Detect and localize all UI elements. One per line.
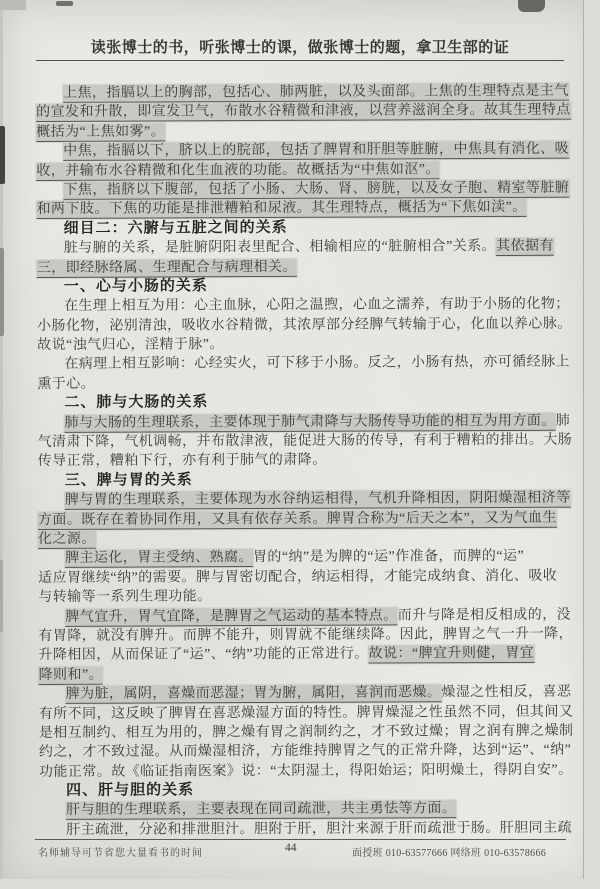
footer-left-text: 名师辅导可节省您大量看书的时间 xyxy=(38,848,203,859)
highlighted-text: 肺与大肠的生理联系，主要体现于肺气肃降与大肠传导功能的相互为用方面。 xyxy=(64,413,556,431)
text-segment: 胃的“纳”是为脾的“运”作准备，而脾的“运” xyxy=(252,549,525,566)
highlighted-text: 脾为脏，属阴，喜燥而恶湿；胃为腑，属阳，喜润而恶燥。 xyxy=(65,685,442,702)
text-segment: 约之，才不致过湿。从而燥湿相济，方能维持脾胃之气的正常升降，达到“运”、“纳” xyxy=(38,742,572,761)
highlighted-text: 的宣发和升散，即宣发卫气，布散水谷精微和津液，以营养滋润全身。故其生理特点 xyxy=(36,103,571,121)
text-line xyxy=(37,198,577,220)
text-line xyxy=(38,431,578,453)
text-line xyxy=(36,101,576,123)
text-line xyxy=(38,547,578,569)
text-line xyxy=(38,625,578,647)
text-line xyxy=(38,566,578,588)
text-line xyxy=(39,722,579,744)
text-segment: 传导正常，糟粕下行，亦有利于肺气的肃降。 xyxy=(37,453,327,470)
text-segment: 燥湿之性相反，喜恶 xyxy=(441,684,572,701)
text-segment: 适应胃继续“纳”的需要。脾与胃密切配合，纳运相得，才能完成纳食、消化、吸收 xyxy=(38,568,558,586)
highlighted-text: 脾与胃的生理联系，主要体现为水谷纳运相得，气机升降相因，阴阳燥湿相济等 xyxy=(64,490,571,509)
section-heading xyxy=(37,392,577,414)
text-line xyxy=(39,683,579,705)
section-heading xyxy=(37,276,577,298)
text-line xyxy=(39,799,579,821)
highlighted-text: 故说：“脾宜升则健，胃宜 xyxy=(368,646,535,662)
footer-rule xyxy=(35,839,566,840)
text-line xyxy=(38,605,578,627)
text-line xyxy=(39,818,579,840)
text-line xyxy=(36,82,576,104)
highlighted-text: 化之源。 xyxy=(37,531,96,547)
scan-edge-artifact xyxy=(583,0,584,889)
text-line xyxy=(38,644,578,666)
scan-edge-artifact xyxy=(0,0,26,10)
section-heading xyxy=(39,780,579,802)
text-line xyxy=(38,586,578,608)
text-line xyxy=(39,702,579,724)
text-line xyxy=(37,334,577,356)
text-segment: 熏于心。 xyxy=(37,376,96,392)
text-segment: 细目二：六腑与五脏之间的关系 xyxy=(63,219,288,237)
text-line xyxy=(37,353,577,375)
scan-edge-artifact xyxy=(56,1,73,6)
section-heading xyxy=(38,469,578,491)
highlighted-text: 降则和”。 xyxy=(38,667,104,683)
text-segment: 三、脾与胃的关系 xyxy=(64,472,193,489)
section-heading xyxy=(37,217,577,239)
text-line xyxy=(37,411,577,433)
text-segment: 功能正常。故《临证指南医案》说：“太阴湿土，得阳始运；阳明燥土，得阴自安”。 xyxy=(38,762,573,780)
text-line xyxy=(37,256,577,278)
scan-edge-artifact xyxy=(0,126,5,184)
text-line xyxy=(37,295,577,317)
highlighted-text: 肝与胆的生理联系，主要表现在同司疏泄，共主勇怯等方面。 xyxy=(66,801,457,819)
text-line xyxy=(36,179,576,201)
scan-edge-artifact xyxy=(0,248,4,336)
highlighted-text: 三，即经脉络属、生理配合与病理相关。 xyxy=(36,259,297,276)
highlighted-text: 方面。既存在着协同作用，又具有依存关系。脾胃合称为“后天之本”，又为气血生 xyxy=(37,510,558,528)
text-line xyxy=(38,528,578,550)
scan-edge-artifact xyxy=(584,0,600,889)
highlighted-text: 脾气宜升，胃气宜降，是脾胃之气运动的基本特点。 xyxy=(65,607,398,625)
highlighted-text: 脾主运化，胃主受纳、熟腐。 xyxy=(65,550,253,567)
footer-contact-text: 面授班 010-63577666 网络班 010-63578666 xyxy=(352,848,547,859)
text-line xyxy=(38,508,578,530)
text-line xyxy=(39,663,579,685)
text-line xyxy=(37,237,577,259)
header-rule xyxy=(36,60,564,61)
text-segment: 一、心与小肠的关系 xyxy=(63,278,208,295)
text-segment: 脏与腑的关系，是脏腑阴阳表里配合、相输相应的“脏腑相合”关系。 xyxy=(63,239,497,257)
scan-edge-artifact xyxy=(0,879,600,889)
text-segment: 四、肝与胆的关系 xyxy=(66,782,195,799)
text-line xyxy=(37,314,577,336)
highlighted-text: 中焦，指膈以下，脐以上的脘部，包括了脾胃和肝胆等脏腑，中焦具有消化、吸 xyxy=(63,141,570,160)
text-segment: 升降相因，从而保证了“运”、“纳”功能的正常进行。 xyxy=(38,646,369,664)
document-body xyxy=(36,82,579,841)
text-line xyxy=(36,120,576,142)
text-segment: 与转输等一系列生理功能。 xyxy=(38,589,212,606)
text-segment: 小肠化物，泌别清浊，吸收水谷精微，其浓厚部分经脾气转输于心，化血以养心脉。 xyxy=(37,316,572,334)
text-segment: 肺 xyxy=(555,413,571,429)
page-number: 44 xyxy=(285,842,297,854)
text-segment: 有胃降，就没有脾升。而脾不能升，则胃就不能继续降。因此，脾胃之气一升一降， xyxy=(38,626,574,644)
highlighted-text: 和两下肢。下焦的功能是排泄糟粕和尿液。其生理特点，概括为“下焦如渎”。 xyxy=(36,200,527,218)
scan-edge-artifact xyxy=(518,0,545,12)
text-line xyxy=(36,140,576,162)
text-line xyxy=(37,373,577,395)
text-line xyxy=(39,741,579,763)
text-segment: 气清肃下降，气机调畅，并布散津液，能促进大肠的传导，有利于糟粕的排出。大肠 xyxy=(37,432,573,451)
highlighted-text: 下焦，指脐以下腹部，包括了小肠、大肠、肾、膀胱，以及女子胞、精室等脏腑 xyxy=(63,180,570,198)
text-segment: 肝主疏泄，分泌和排泄胆汁。胆附于肝，胆汁来源于肝而疏泄于肠。肝胆同主疏 xyxy=(66,820,573,838)
scan-edge-artifact xyxy=(0,560,3,632)
text-line xyxy=(38,489,578,511)
text-segment: 在生理上相互为用：心主血脉，心阳之温煦，心血之濡养，有助于小肠的化物； xyxy=(63,296,570,315)
highlighted-text: 上焦，指膈以上的胸部，包括心、肺两脏，以及头面部。上焦的生理特点是主气 xyxy=(63,83,569,101)
text-segment: 二、肺与大肠的关系 xyxy=(64,394,209,412)
text-line xyxy=(36,159,576,181)
highlighted-text: 概括为“上焦如雾”。 xyxy=(36,124,166,140)
highlighted-text: 其依据有 xyxy=(496,238,554,255)
text-segment: 是相互制约、相互为用的，脾之燥有胃之润制约之，才不致过燥；胃之润有脾之燥制 xyxy=(38,723,574,741)
text-line xyxy=(39,760,579,782)
text-segment: 故说“浊气归心，淫精于脉”。 xyxy=(37,337,224,354)
text-segment: 有所不同，这反映了脾胃在喜恶燥湿方面的特性。脾胃燥湿之性虽然不同，但其间又 xyxy=(38,704,574,722)
text-segment: 在病理上相互影响：心经实火，可下移于小肠。反之，小肠有热，亦可循经脉上 xyxy=(64,355,571,373)
text-segment: 而升与降是相反相成的，没 xyxy=(397,607,572,623)
text-line xyxy=(38,450,578,472)
page-header-slogan: 读张博士的书，听张博士的课，做张博士的题，拿卫生部的证 xyxy=(90,40,510,56)
highlighted-text: 收，并输布水谷精微和化生血液的功能。故概括为“中焦如沤”。 xyxy=(36,161,440,179)
